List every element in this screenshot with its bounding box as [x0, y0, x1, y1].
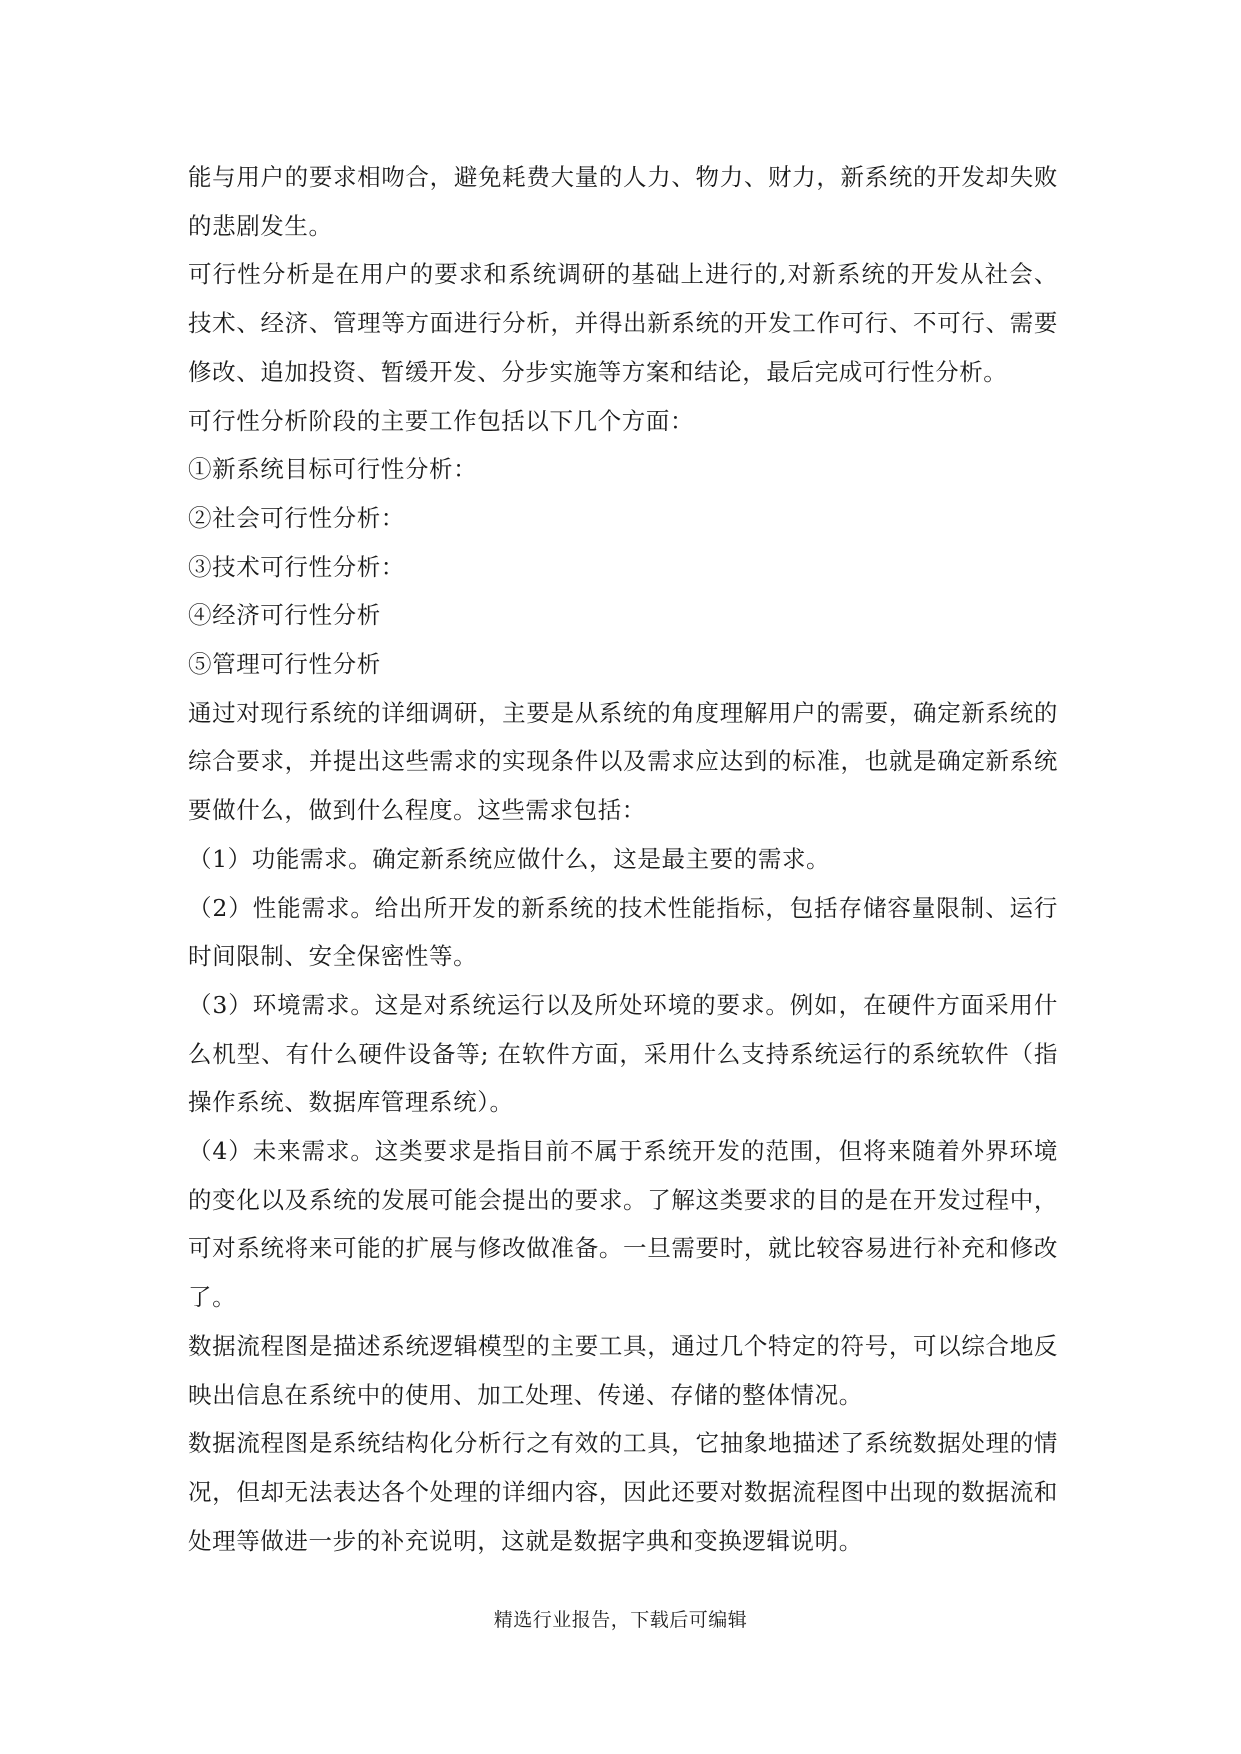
paragraph-requirements-intro: 通过对现行系统的详细调研，主要是从系统的角度理解用户的需要，确定新系统的综合要求，并提出这些需求的实现条件以及需求应达到的标准，也就是确定新系统要做什么，做到什么程度。这些需求包括： — [188, 698, 1058, 825]
list-item-technical-feasibility: ③技术可行性分析： — [188, 552, 405, 581]
paragraph-feasibility-definition: 可行性分析是在用户的要求和系统调研的基础上进行的,对新系统的开发从社会、技术、经济、管理等方面进行分析，并得出新系统的开发工作可行、不可行、需要修改、追加投资、暂缓开发、分步实施等方案和结论，最后完成可行性分析。 — [188, 260, 1058, 386]
paragraph-feasibility-tasks: 可行性分析阶段的主要工作包括以下几个方面： — [188, 406, 695, 435]
paragraph-future-requirements: （4）未来需求。这类要求是指目前不属于系统开发的范围，但将来随着外界环境的变化以及系统的发展可能会提出的要求。了解这类要求的目的是在开发过程中，可对系统将来可能的扩展与修改做准备。一旦需要时，就比较容易进行补充和修改了。 — [188, 1137, 1058, 1312]
list-item-management-feasibility: ⑤管理可行性分析 — [188, 650, 381, 679]
paragraph-environment-requirements: （3）环境需求。这是对系统运行以及所处环境的要求。例如，在硬件方面采用什么机型、有什么硬件设备等; 在软件方面，采用什么支持系统运行的系统软件（指操作系统、数据库管理系统）。 — [188, 990, 1058, 1117]
paragraph-dataflow-diagram-supplement: 数据流程图是系统结构化分析行之有效的工具，它抽象地描述了系统数据处理的情况，但却无法表达各个处理的详细内容，因此还要对数据流程图中出现的数据流和处理等做进一步的补充说明，这就是数据字典和变换逻辑说明。 — [188, 1429, 1058, 1555]
list-item-social-feasibility: ②社会可行性分析： — [188, 503, 405, 532]
paragraph-performance-requirements: （2）性能需求。给出所开发的新系统的技术性能指标，包括存储容量限制、运行时间限制、安全保密性等。 — [188, 893, 1058, 971]
list-item-economic-feasibility: ④经济可行性分析 — [188, 601, 381, 630]
paragraph-intro-continuation: 能与用户的要求相吻合，避免耗费大量的人力、物力、财力，新系统的开发却失败的悲剧发生。 — [188, 163, 1058, 240]
list-item-goal-feasibility: ①新系统目标可行性分析： — [188, 455, 478, 484]
page-footer: 精选行业报告，下载后可编辑 — [493, 1609, 748, 1631]
paragraph-functional-requirements: （1）功能需求。确定新系统应做什么，这是最主要的需求。 — [188, 844, 831, 873]
paragraph-dataflow-diagram-definition: 数据流程图是描述系统逻辑模型的主要工具，通过几个特定的符号，可以综合地反映出信息在系统中的使用、加工处理、传递、存储的整体情况。 — [188, 1331, 1058, 1409]
document-body — [188, 153, 1058, 1565]
